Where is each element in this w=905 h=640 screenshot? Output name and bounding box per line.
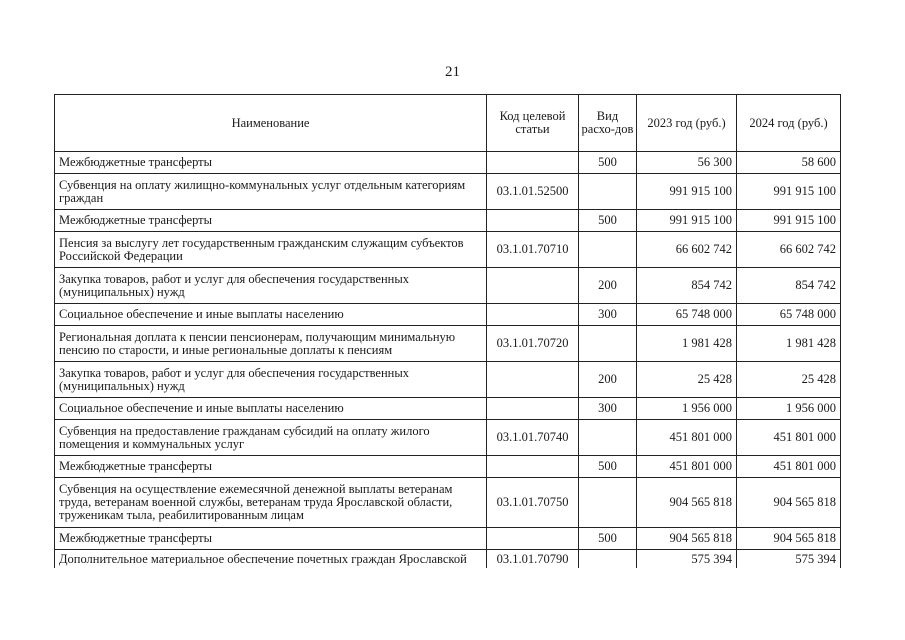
cell-code xyxy=(487,268,579,304)
header-2024: 2024 год (руб.) xyxy=(737,95,841,152)
cell-2023: 904 565 818 xyxy=(637,478,737,528)
cell-kind: 500 xyxy=(579,528,637,550)
table-row xyxy=(55,528,841,550)
cell-code: 03.1.01.70710 xyxy=(487,232,579,268)
table-row xyxy=(55,232,841,268)
cell-2023: 25 428 xyxy=(637,362,737,398)
table-header-row xyxy=(55,95,841,152)
cell-kind: 300 xyxy=(579,398,637,420)
cell-code xyxy=(487,210,579,232)
cell-code xyxy=(487,152,579,174)
cell-2024: 991 915 100 xyxy=(737,174,841,210)
cell-name: Дополнительное материальное обеспечение почетных граждан Ярославской xyxy=(55,550,487,569)
cell-name: Социальное обеспечение и иные выплаты населению xyxy=(55,398,487,420)
cell-name: Межбюджетные трансферты xyxy=(55,528,487,550)
cell-name: Субвенция на осуществление ежемесячной денежной выплаты ветеранам труда, ветеранам военной службы, ветеранам труда Ярославской области, труженикам тыла, реабилитированным лицам xyxy=(55,478,487,528)
cell-2023: 65 748 000 xyxy=(637,304,737,326)
cell-kind xyxy=(579,174,637,210)
header-code: Код целевой статьи xyxy=(487,95,579,152)
table-row xyxy=(55,456,841,478)
table-row xyxy=(55,550,841,569)
cell-kind xyxy=(579,420,637,456)
table-row xyxy=(55,304,841,326)
cell-code: 03.1.01.52500 xyxy=(487,174,579,210)
cell-kind: 500 xyxy=(579,152,637,174)
cell-name: Пенсия за выслугу лет государственным гражданским служащим субъектов Российской Федерации xyxy=(55,232,487,268)
cell-code: 03.1.01.70740 xyxy=(487,420,579,456)
cell-name: Закупка товаров, работ и услуг для обеспечения государственных (муниципальных) нужд xyxy=(55,268,487,304)
cell-2023: 1 981 428 xyxy=(637,326,737,362)
cell-2023: 66 602 742 xyxy=(637,232,737,268)
cell-name: Субвенция на предоставление гражданам субсидий на оплату жилого помещения и коммунальных услуг xyxy=(55,420,487,456)
cell-kind: 500 xyxy=(579,456,637,478)
cell-code xyxy=(487,304,579,326)
cell-code xyxy=(487,456,579,478)
cell-2023: 575 394 xyxy=(637,550,737,569)
table-row xyxy=(55,210,841,232)
cell-2024: 1 956 000 xyxy=(737,398,841,420)
cell-kind: 200 xyxy=(579,362,637,398)
table-row xyxy=(55,398,841,420)
cell-kind: 500 xyxy=(579,210,637,232)
cell-2023: 904 565 818 xyxy=(637,528,737,550)
cell-2024: 58 600 xyxy=(737,152,841,174)
page-number: 21 xyxy=(445,64,460,80)
cell-code xyxy=(487,528,579,550)
cell-2024: 904 565 818 xyxy=(737,528,841,550)
cell-code: 03.1.01.70750 xyxy=(487,478,579,528)
cell-name: Субвенция на оплату жилищно-коммунальных услуг отдельным категориям граждан xyxy=(55,174,487,210)
cell-name: Межбюджетные трансферты xyxy=(55,456,487,478)
table-row xyxy=(55,478,841,528)
cell-name: Закупка товаров, работ и услуг для обеспечения государственных (муниципальных) нужд xyxy=(55,362,487,398)
cell-2024: 65 748 000 xyxy=(737,304,841,326)
cell-2024: 451 801 000 xyxy=(737,456,841,478)
cell-2023: 991 915 100 xyxy=(637,210,737,232)
header-name: Наименование xyxy=(55,95,487,152)
cell-2023: 56 300 xyxy=(637,152,737,174)
cell-2024: 25 428 xyxy=(737,362,841,398)
header-2023: 2023 год (руб.) xyxy=(637,95,737,152)
table-row xyxy=(55,152,841,174)
cell-kind: 200 xyxy=(579,268,637,304)
cell-2024: 991 915 100 xyxy=(737,210,841,232)
cell-2024: 1 981 428 xyxy=(737,326,841,362)
table-row xyxy=(55,420,841,456)
cell-2023: 854 742 xyxy=(637,268,737,304)
cell-code: 03.1.01.70720 xyxy=(487,326,579,362)
table-row xyxy=(55,326,841,362)
cell-2023: 1 956 000 xyxy=(637,398,737,420)
table-row xyxy=(55,362,841,398)
cell-2024: 451 801 000 xyxy=(737,420,841,456)
cell-2023: 451 801 000 xyxy=(637,456,737,478)
cell-name: Межбюджетные трансферты xyxy=(55,152,487,174)
header-kind: Вид расхо-дов xyxy=(579,95,637,152)
cell-2024: 575 394 xyxy=(737,550,841,569)
cell-code: 03.1.01.70790 xyxy=(487,550,579,569)
cell-2024: 904 565 818 xyxy=(737,478,841,528)
cell-kind xyxy=(579,326,637,362)
table-row xyxy=(55,174,841,210)
cell-name: Региональная доплата к пенсии пенсионерам, получающим минимальную пенсию по старости, и иные региональные доплаты к пенсиям xyxy=(55,326,487,362)
cell-code xyxy=(487,362,579,398)
cell-kind xyxy=(579,478,637,528)
cell-2024: 66 602 742 xyxy=(737,232,841,268)
table-row xyxy=(55,268,841,304)
cell-name: Социальное обеспечение и иные выплаты населению xyxy=(55,304,487,326)
cell-2023: 991 915 100 xyxy=(637,174,737,210)
cell-name: Межбюджетные трансферты xyxy=(55,210,487,232)
cell-code xyxy=(487,398,579,420)
cell-kind xyxy=(579,232,637,268)
budget-table xyxy=(54,94,841,568)
cell-kind: 300 xyxy=(579,304,637,326)
cell-kind xyxy=(579,550,637,569)
cell-2024: 854 742 xyxy=(737,268,841,304)
cell-2023: 451 801 000 xyxy=(637,420,737,456)
